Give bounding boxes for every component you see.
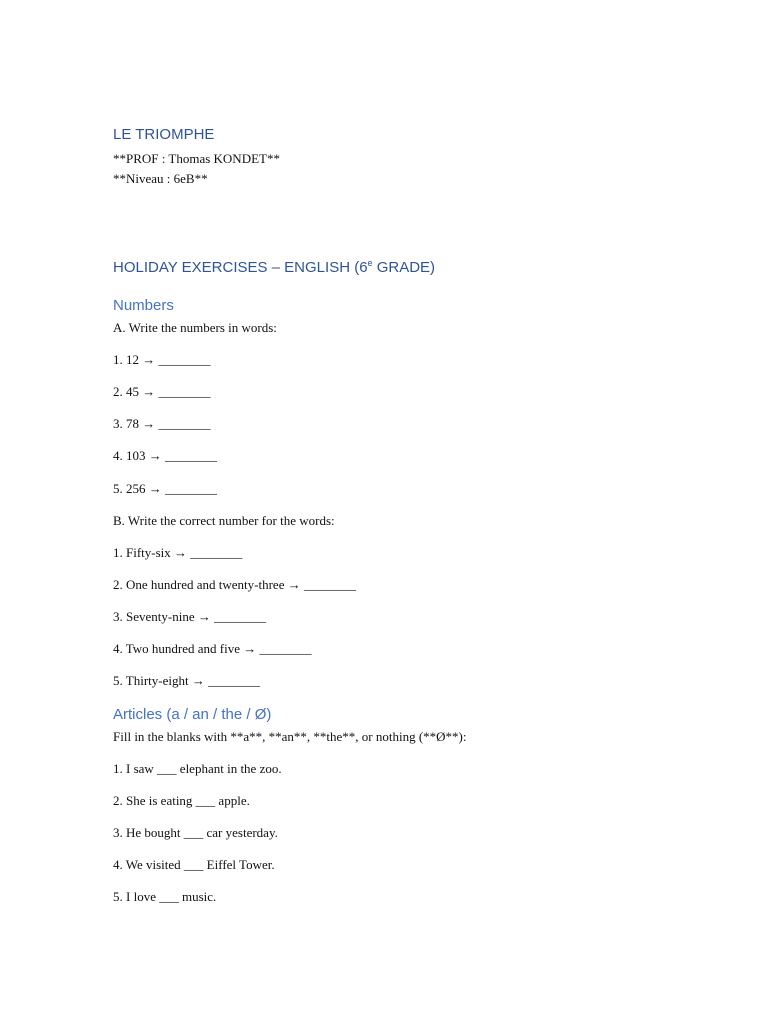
numbers-part-a-instruction: A. Write the numbers in words:	[113, 320, 277, 335]
numbers-a-item-4: 4. 103 → ________	[113, 448, 217, 463]
articles-section-heading: Articles (a / an / the / Ø)	[113, 706, 272, 723]
numbers-a-item-1: 1. 12 → ________	[113, 352, 211, 367]
numbers-b-item-1: 1. Fifty-six → ________	[113, 545, 243, 560]
numbers-a-item-3: 3. 78 → ________	[113, 416, 211, 431]
numbers-section-heading: Numbers	[113, 297, 174, 314]
numbers-part-b-instruction: B. Write the correct number for the words:	[113, 513, 335, 528]
teacher-line: **PROF : Thomas KONDET**	[113, 151, 280, 166]
articles-instruction: Fill in the blanks with **a**, **an**, **the**, or nothing (**Ø**):	[113, 729, 467, 744]
title-main: HOLIDAY EXERCISES – ENGLISH (6	[113, 259, 368, 276]
numbers-b-item-4: 4. Two hundred and five → ________	[113, 641, 312, 656]
articles-item-2: 2. She is eating ___ apple.	[113, 793, 250, 808]
level-line: **Niveau : 6eB**	[113, 171, 208, 186]
articles-item-3: 3. He bought ___ car yesterday.	[113, 825, 278, 840]
articles-item-1: 1. I saw ___ elephant in the zoo.	[113, 761, 282, 776]
numbers-a-item-2: 2. 45 → ________	[113, 384, 211, 399]
numbers-b-item-3: 3. Seventy-nine → ________	[113, 609, 267, 624]
numbers-b-item-5: 5. Thirty-eight → ________	[113, 673, 261, 688]
articles-item-4: 4. We visited ___ Eiffel Tower.	[113, 857, 275, 872]
title-tail: GRADE)	[372, 259, 436, 276]
document-title	[113, 259, 435, 276]
title-superscript: e	[367, 258, 373, 268]
numbers-a-item-5: 5. 256 → ________	[113, 481, 217, 496]
numbers-b-item-2: 2. One hundred and twenty-three → ________	[113, 577, 356, 592]
school-name-heading: LE TRIOMPHE	[113, 126, 215, 143]
articles-item-5: 5. I love ___ music.	[113, 889, 217, 904]
